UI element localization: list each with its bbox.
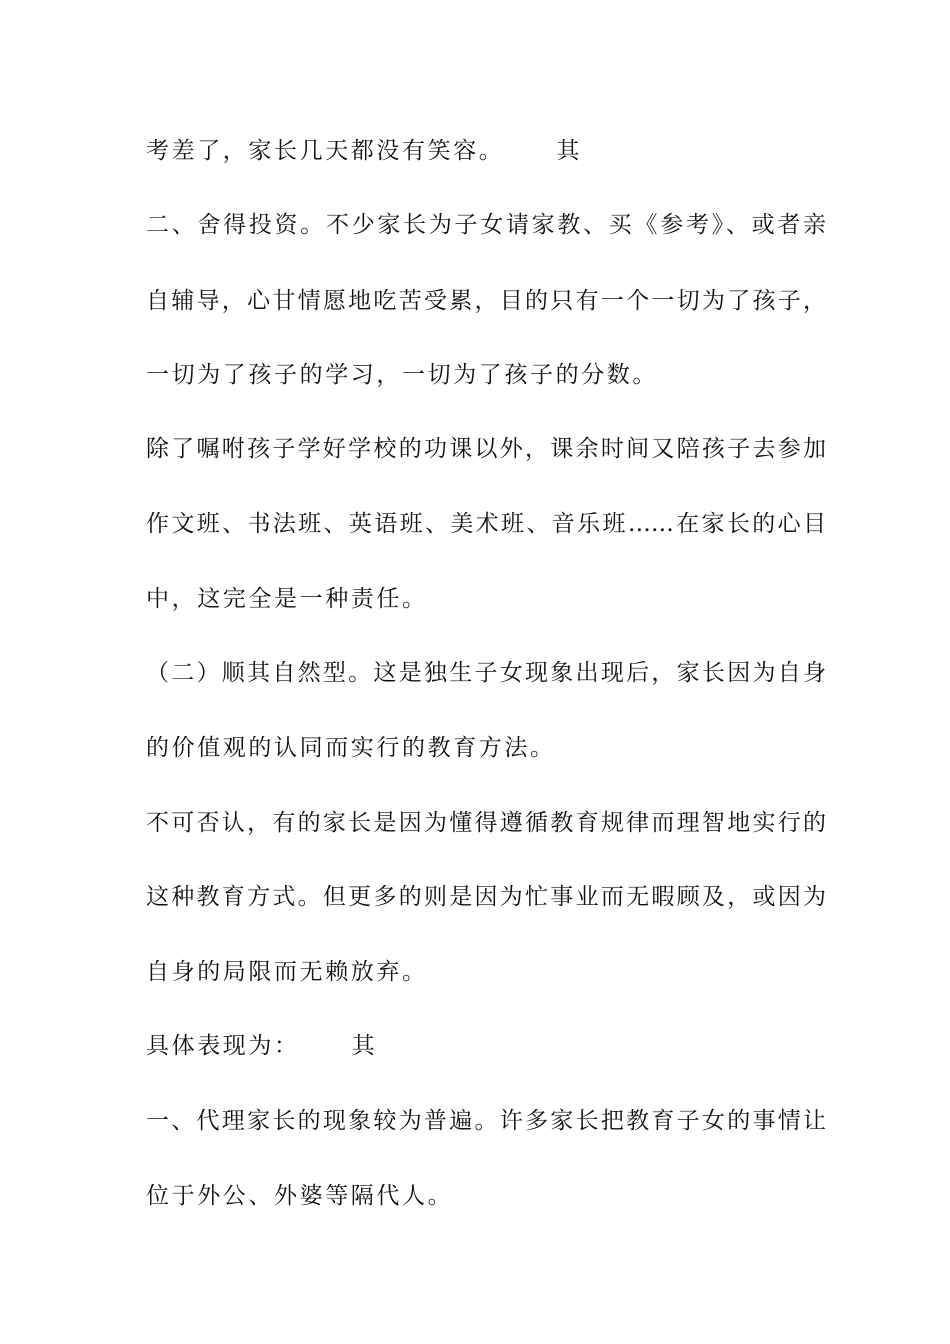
text-line-13-body: 具体表现为：	[146, 1033, 300, 1059]
text-line-7: 中，这完全是一种责任。	[146, 586, 428, 612]
text-line-3: 自辅导，心甘情愿地吃苦受累，目的只有一个一切为了孩子，	[146, 288, 826, 314]
text-line-11: 这种教育方式。但更多的则是因为忙事业而无暇顾及，或因为	[146, 884, 826, 910]
text-line-1-tail: 其	[556, 138, 583, 164]
text-line-5: 除了嘱咐孩子学好学校的功课以外，课余时间又陪孩子去参加	[146, 436, 826, 462]
text-line-14: 一、代理家长的现象较为普遍。许多家长把教育子女的事情让	[146, 1108, 826, 1134]
text-line-13-tail: 其	[351, 1033, 378, 1059]
text-line-6: 作文班、书法班、英语班、美术班、音乐班……在家长的心目	[146, 511, 826, 537]
text-line-1-body: 考差了，家长几天都没有笑容。	[146, 138, 505, 164]
text-line-12: 自身的局限而无赖放弃。	[146, 959, 428, 985]
text-line-10: 不可否认，有的家长是因为懂得遵循教育规律而理智地实行的	[146, 810, 826, 836]
text-line-1	[146, 136, 826, 166]
text-line-15: 位于外公、外婆等隔代人。	[146, 1183, 454, 1209]
text-line-8: （二）顺其自然型。这是独生子女现象出现后，家长因为自身	[146, 660, 826, 686]
text-line-2: 二、舍得投资。不少家长为子女请家教、买《参考》、或者亲	[146, 212, 826, 238]
text-line-9: 的价值观的认同而实行的教育方法。	[146, 735, 556, 761]
text-line-4: 一切为了孩子的学习，一切为了孩子的分数。	[146, 362, 658, 388]
text-line-13	[146, 1031, 826, 1061]
